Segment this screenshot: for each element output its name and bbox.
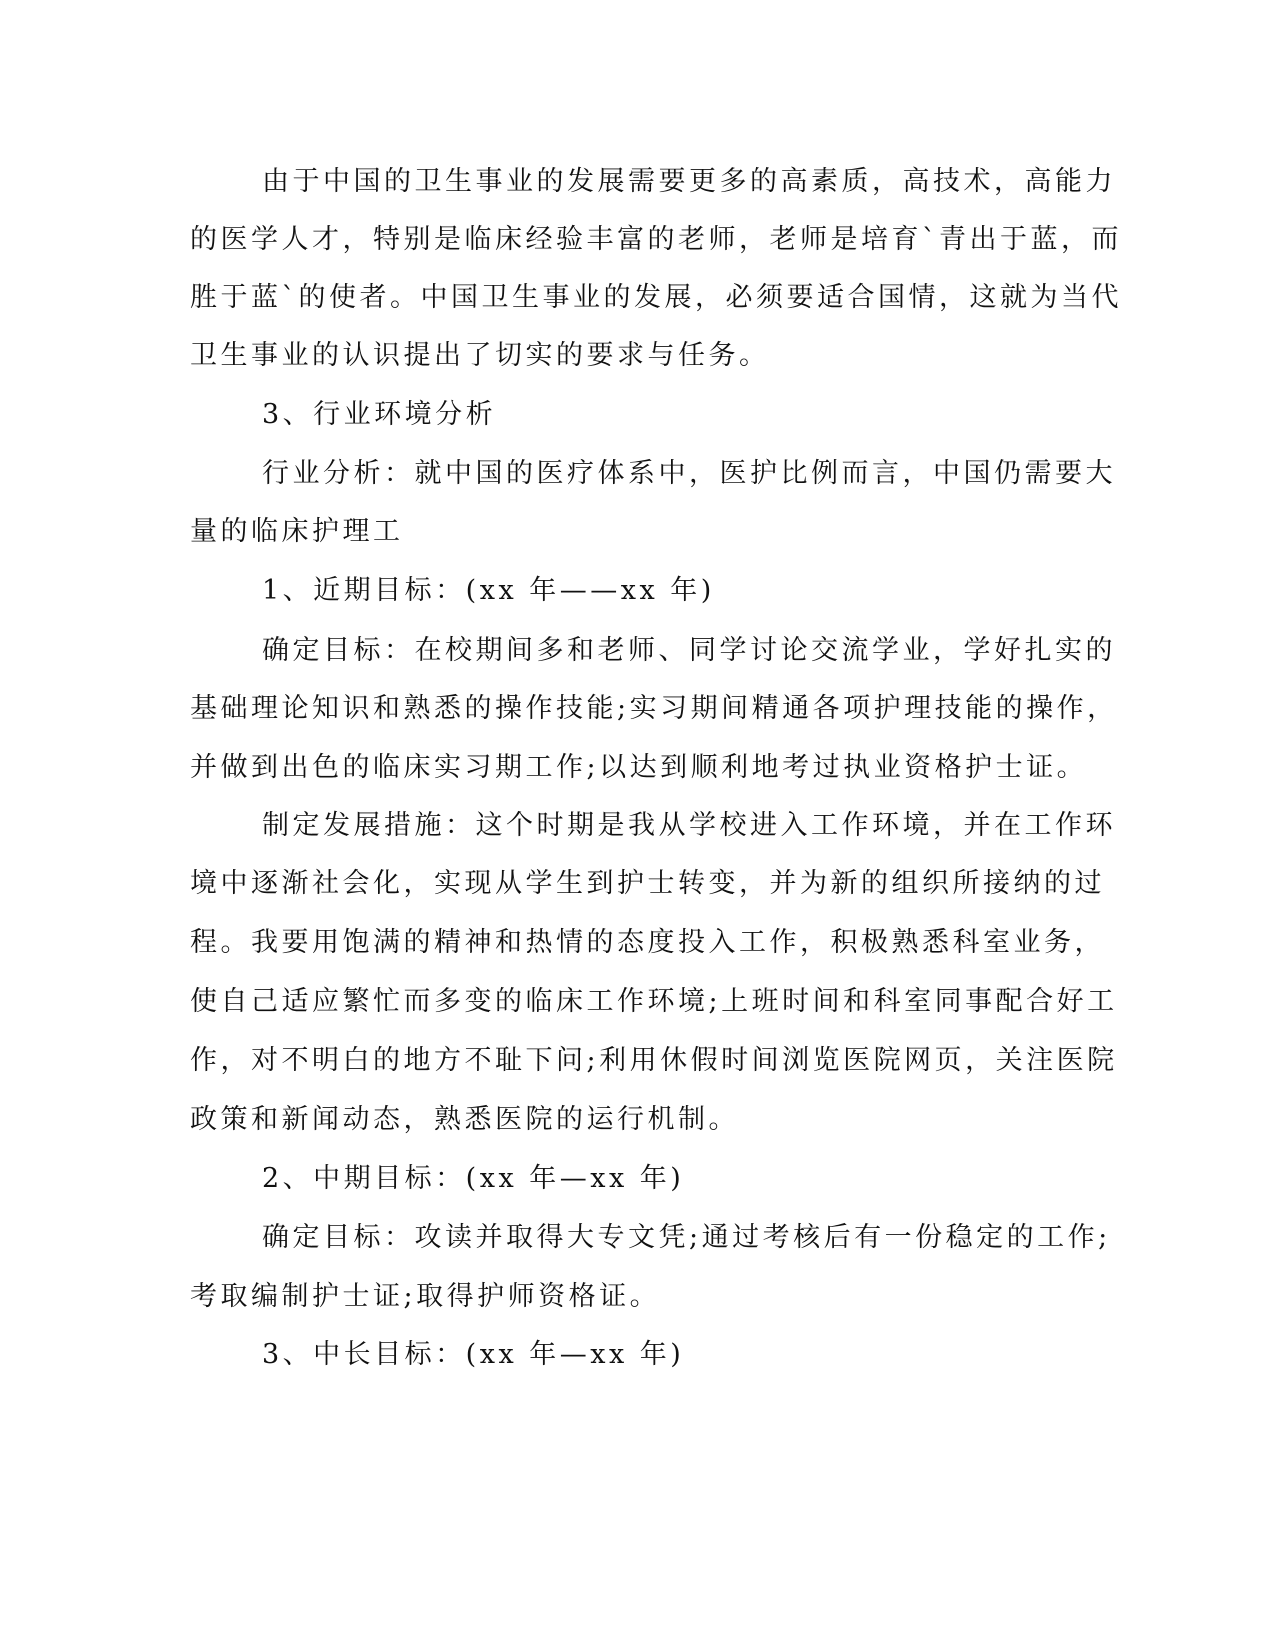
- paragraph-line: 并做到出色的临床实习期工作;以达到顺利地考过执业资格护士证。: [190, 752, 1088, 783]
- paragraph-line: 胜于蓝`的使者。中国卫生事业的发展，必须要适合国情，这就为当代: [190, 282, 1122, 313]
- section-heading: 3、行业环境分析: [262, 399, 497, 430]
- paragraph-line: 由于中国的卫生事业的发展需要更多的高素质，高技术，高能力: [262, 166, 1116, 197]
- paragraph-line: 程。我要用饱满的精神和热情的态度投入工作，积极熟悉科室业务，: [190, 927, 1105, 958]
- section-heading: 2、中期目标：(xx 年—xx 年): [262, 1163, 685, 1194]
- section-heading: 1、近期目标：(xx 年——xx 年): [262, 575, 715, 606]
- paragraph-line: 确定目标：攻读并取得大专文凭;通过考核后有一份稳定的工作;: [262, 1222, 1111, 1253]
- paragraph-line: 量的临床护理工: [190, 516, 404, 547]
- paragraph-line: 制定发展措施：这个时期是我从学校进入工作环境，并在工作环: [262, 810, 1116, 841]
- paragraph-line: 的医学人才，特别是临床经验丰富的老师，老师是培育`青出于蓝，而: [190, 224, 1122, 255]
- paragraph-line: 政策和新闻动态，熟悉医院的运行机制。: [190, 1104, 739, 1135]
- paragraph-line: 行业分析：就中国的医疗体系中，医护比例而言，中国仍需要大: [262, 458, 1116, 489]
- section-heading: 3、中长目标：(xx 年—xx 年): [262, 1339, 685, 1370]
- paragraph-line: 确定目标：在校期间多和老师、同学讨论交流学业，学好扎实的: [262, 635, 1116, 666]
- paragraph-line: 基础理论知识和熟悉的操作技能;实习期间精通各项护理技能的操作，: [190, 693, 1118, 724]
- paragraph-line: 使自己适应繁忙而多变的临床工作环境;上班时间和科室同事配合好工: [190, 986, 1118, 1017]
- paragraph-line: 考取编制护士证;取得护师资格证。: [190, 1281, 661, 1312]
- paragraph-line: 境中逐渐社会化，实现从学生到护士转变，并为新的组织所接纳的过: [190, 868, 1105, 899]
- paragraph-line: 卫生事业的认识提出了切实的要求与任务。: [190, 340, 770, 371]
- paragraph-line: 作，对不明白的地方不耻下问;利用休假时间浏览医院网页，关注医院: [190, 1045, 1118, 1076]
